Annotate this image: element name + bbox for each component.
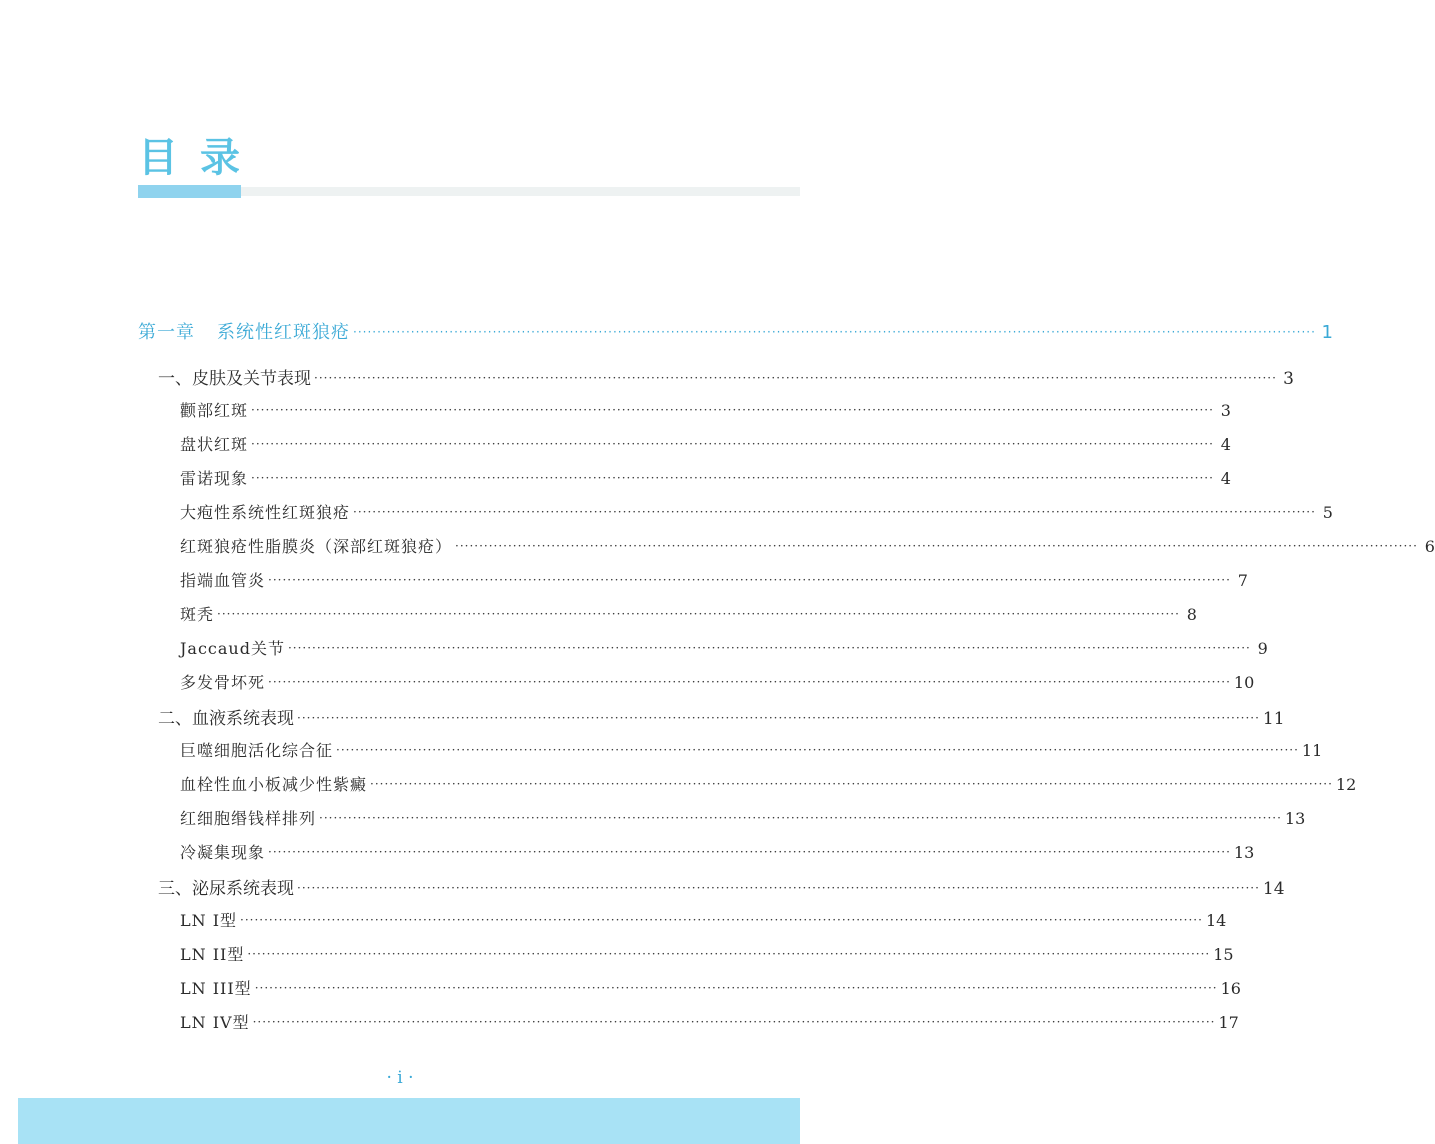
toc-item-entry-page-number: 8 <box>1186 605 1197 624</box>
toc-section-entry[interactable] <box>138 704 1285 738</box>
toc-item-entry[interactable] <box>138 942 1234 976</box>
toc-chapter-entry[interactable] <box>138 318 1333 350</box>
dot-leader: ········································································································································································································ <box>353 325 1316 339</box>
toc-section-entry-title: 三、泌尿系统表现 <box>158 879 294 899</box>
toc-item-entry-title: 多发骨坏死 <box>180 673 266 692</box>
title-underline <box>138 185 800 198</box>
toc-item-entry[interactable] <box>138 432 1231 466</box>
toc-section-entry-title: 一、皮肤及关节表现 <box>158 369 311 389</box>
toc-section-entry-title: 二、血液系统表现 <box>158 709 294 729</box>
toc-item-entry[interactable] <box>138 466 1231 500</box>
dot-leader: ········································································································································································································ <box>297 881 1260 895</box>
toc-item-entry-page-number: 7 <box>1237 571 1248 590</box>
toc-item-entry-page-number: 4 <box>1220 469 1231 488</box>
dot-leader: ········································································································································································································ <box>297 711 1260 725</box>
toc-item-entry-page-number: 13 <box>1284 809 1306 828</box>
toc-item-entry[interactable] <box>138 772 1357 806</box>
toc-item-entry[interactable] <box>138 568 1248 602</box>
page-title: 目录 <box>138 135 262 181</box>
toc-item-entry-title: Jaccaud关节 <box>180 639 285 658</box>
toc-item-entry-page-number: 3 <box>1220 401 1231 420</box>
dot-leader: ········································································································································································································ <box>268 675 1231 689</box>
toc-item-entry[interactable] <box>138 500 1333 534</box>
toc-item-entry[interactable] <box>138 806 1306 840</box>
dot-leader: ········································································································································································································ <box>353 505 1316 519</box>
toc-item-entry-page-number: 12 <box>1335 775 1357 794</box>
dot-leader: ········································································································································································································ <box>251 437 1214 451</box>
dot-leader: ········································································································································································································ <box>268 573 1231 587</box>
dot-leader: ········································································································································································································ <box>268 845 1231 859</box>
footer-band <box>18 1098 800 1144</box>
toc-item-entry[interactable] <box>138 976 1241 1010</box>
toc-item-entry-page-number: 4 <box>1220 435 1231 454</box>
toc-item-entry[interactable] <box>138 1010 1239 1044</box>
toc-section-entry-page-number: 14 <box>1262 879 1285 899</box>
toc-item-entry-page-number: 16 <box>1220 979 1241 998</box>
toc-item-entry[interactable] <box>138 738 1323 772</box>
toc-item-entry-title: 斑秃 <box>180 605 215 624</box>
dot-leader: ········································································································································································································ <box>314 371 1277 385</box>
chapter-number: 第一章 <box>138 322 195 343</box>
title-underline-track <box>241 187 800 196</box>
dot-leader: ········································································································································································································ <box>254 981 1218 995</box>
toc-item-entry[interactable] <box>138 398 1231 432</box>
chapter-page-number: 1 <box>1321 322 1333 343</box>
toc-item-entry-title: 盘状红斑 <box>180 435 249 454</box>
toc-item-entry-title: 红斑狼疮性脂膜炎（深部红斑狼疮） <box>180 537 453 556</box>
toc-item-entry-page-number: 11 <box>1301 741 1323 760</box>
toc-item-entry[interactable] <box>138 636 1268 670</box>
toc-item-entry-page-number: 15 <box>1213 945 1234 964</box>
toc-item-entry-title: 冷凝集现象 <box>180 843 266 862</box>
dot-leader: ········································································································································································································ <box>251 471 1214 485</box>
toc-section-entry-page-number: 11 <box>1262 709 1285 729</box>
toc-item-entry-page-number: 17 <box>1218 1013 1239 1032</box>
toc-item-entry[interactable] <box>138 840 1255 874</box>
toc-item-entry-title: 雷诺现象 <box>180 469 249 488</box>
dot-leader: ········································································································································································································ <box>251 403 1214 417</box>
toc-sections <box>138 364 1435 1044</box>
toc-item-entry-title: 红细胞缗钱样排列 <box>180 809 317 828</box>
toc-item-entry-page-number: 10 <box>1233 673 1255 692</box>
toc-section-entry[interactable] <box>138 874 1285 908</box>
dot-leader: ········································································································································································································ <box>217 607 1180 621</box>
toc-item-entry-title: 大疱性系统性红斑狼疮 <box>180 503 351 522</box>
toc-item-entry-page-number: 9 <box>1257 639 1268 658</box>
dot-leader: ········································································································································································································ <box>370 777 1333 791</box>
dot-leader: ········································································································································································································ <box>455 539 1418 553</box>
toc-section-entry-page-number: 3 <box>1283 369 1294 389</box>
dot-leader: ········································································································································································································ <box>247 947 1211 961</box>
toc-item-entry[interactable] <box>138 534 1435 568</box>
toc-item-entry-page-number: 5 <box>1322 503 1333 522</box>
dot-leader: ········································································································································································································ <box>252 1015 1216 1029</box>
toc-item-entry-title: 颧部红斑 <box>180 401 249 420</box>
toc-item-entry-title: LN II型 <box>180 945 245 964</box>
toc-item-entry[interactable] <box>138 602 1197 636</box>
toc-item-entry-title: LN IV型 <box>180 1013 250 1032</box>
toc-item-entry-title: 巨噬细胞活化综合征 <box>180 741 334 760</box>
chapter-title: 系统性红斑狼疮 <box>217 322 350 343</box>
toc-item-entry-title: LN Ⅰ型 <box>180 911 238 930</box>
dot-leader: ········································································································································································································ <box>319 811 1282 825</box>
toc-item-entry-page-number: 13 <box>1233 843 1255 862</box>
footer-page-number: · i · <box>386 1068 414 1088</box>
toc-item-entry-page-number: 6 <box>1424 537 1435 556</box>
dot-leader: ········································································································································································································ <box>287 641 1251 655</box>
toc-item-entry[interactable] <box>138 908 1227 942</box>
toc-item-entry-title: 指端血管炎 <box>180 571 266 590</box>
toc-item-entry-title: 血栓性血小板减少性紫癜 <box>180 775 368 794</box>
title-underline-accent <box>138 185 241 198</box>
toc-section-entry[interactable] <box>138 364 1294 398</box>
table-of-contents <box>138 318 1435 1044</box>
toc-item-entry-title: LN III型 <box>180 979 252 998</box>
toc-item-entry-page-number: 14 <box>1205 911 1227 930</box>
toc-item-entry[interactable] <box>138 670 1255 704</box>
dot-leader: ········································································································································································································ <box>336 743 1299 757</box>
dot-leader: ········································································································································································································ <box>240 913 1203 927</box>
